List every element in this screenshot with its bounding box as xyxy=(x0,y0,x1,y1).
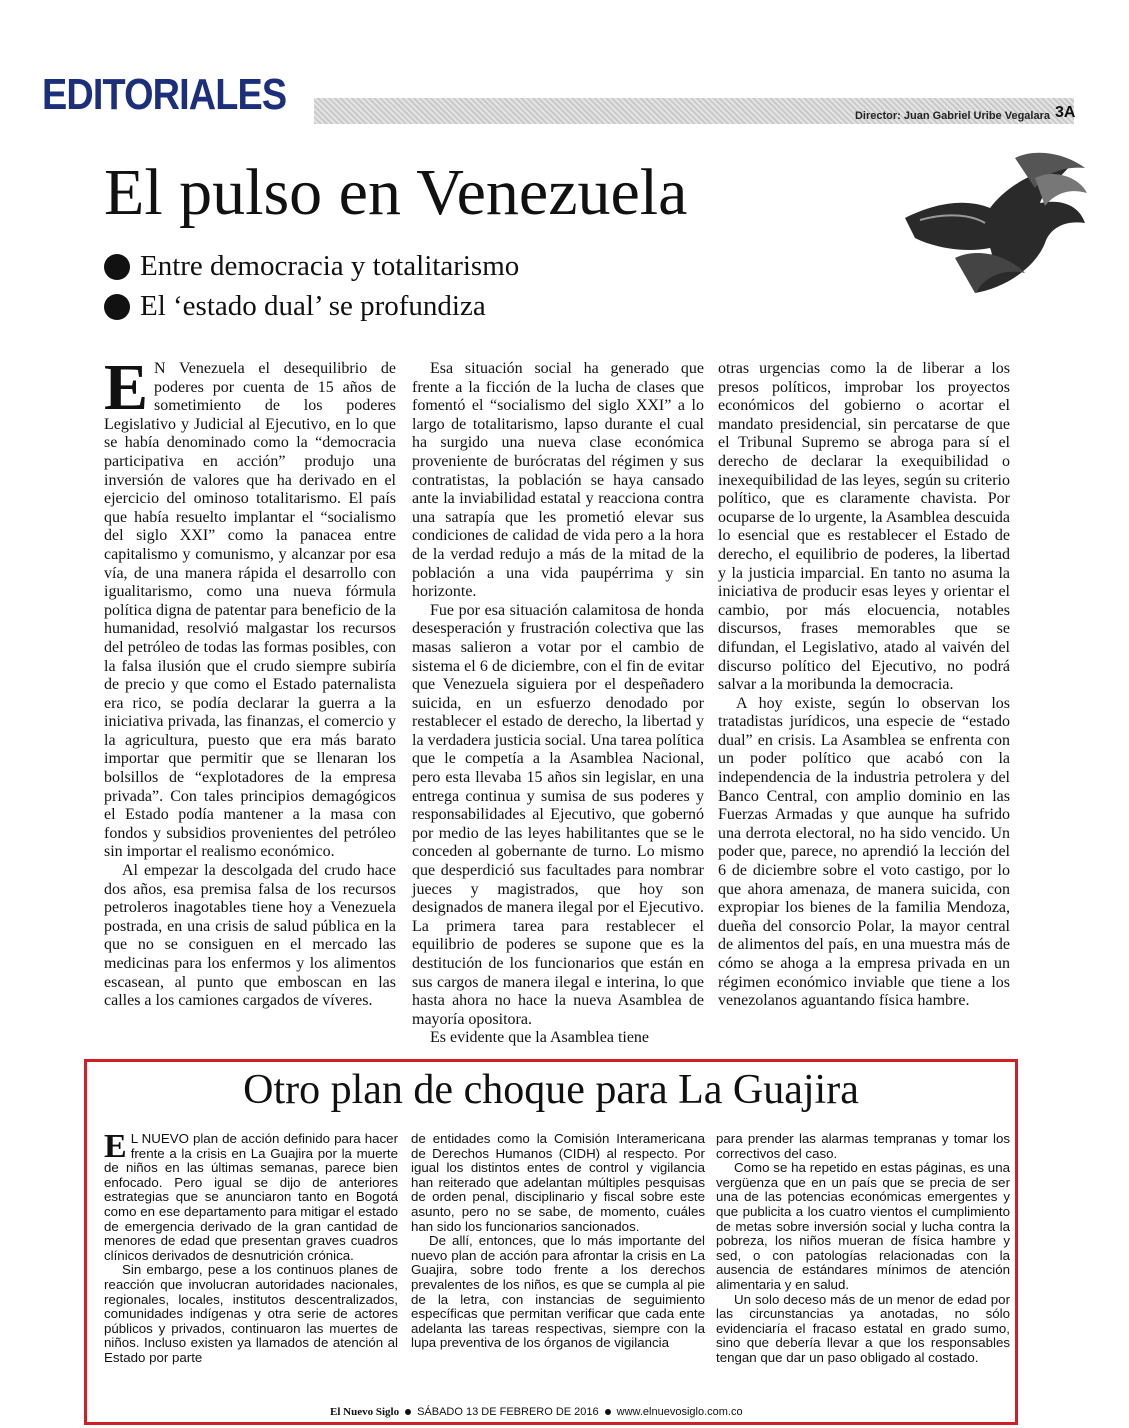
section-title: EDITORIALES xyxy=(42,70,287,119)
dropcap: E xyxy=(104,351,149,424)
footer-brand: El Nuevo Siglo xyxy=(330,1406,400,1418)
paragraph: otras urgencias como la de liberar a los presos políticos, improbar los proyectos económicos del gobierno o acortar el mandato presidencial, sin percatarse de que el Tribunal Supremo se abroga para sí el derecho de declarar la exequibilidad o inexequibilidad de las leyes, según su criterio político, que es claramente chavista. Por ocuparse de lo urgente, la Asamblea descuida lo esencial que es restablecer el Estado de derecho, el equilibrio de poderes, la libertad y la justicia imparcial. En tanto no asuma la iniciativa de producir esas leyes y orientar el cambio, por más elocuencia, notables discursos, frases memorables que se difundan, el Legislativo, atado al vaivén del discurso político del Ejecutivo, no podrá salvar a la moribunda la democracia. xyxy=(718,360,1010,694)
box-column-2 xyxy=(411,1132,705,1351)
paragraph: Al empezar la descolgada del crudo hace dos años, esa premisa falsa de los recursos petroleros inagotables tiene hoy a Venezuela postrada, en una crisis de salud pública en la que no se consiguen en el mercado las medicinas para los enfermos y los alimentos escasean, al punto que emboscan en las calles a los camiones cargados de víveres. xyxy=(104,862,396,1010)
paragraph: A hoy existe, según lo observan los tratadistas jurídicos, una especie de “estado dual” en crisis. La Asamblea se enfrenta con un poder político que acabó con la independencia de la industria petrolera y del Banco Central, con amplio dominio en las Fuerzas Armadas y que aunque ha sufrido una derrota electoral, no ha sido vencido. Un poder que, parece, no aprendió la lección del 6 de diciembre sobre el voto castigo, por lo que ahora amenaza, de manera suicida, con expropiar los bienes de la familia Mendoza, dueña del consorcio Polar, la mayor central de alimentos del país, en una muestra más de cómo se ahoga a la empresa privada en un régimen económico inviable que tiene a los venezolanos aguantando física hambre. xyxy=(718,694,1010,1010)
paragraph: Sin embargo, pese a los continuos planes de reacción que involucran autoridades nacionales, regionales, locales, institutos descentralizados, comunidades indígenas y otra serie de actores públicos y privados, continuaron las muertes de niños. Incluso existen ya llamados de atención al Estado por parte xyxy=(104,1262,398,1365)
article-column-1 xyxy=(104,351,396,1011)
paragraph: Fue por esa situación calamitosa de honda desesperación y frustración colectiva que las masas salieron a votar por el cambio de sistema el 6 de diciembre, con el fin de evitar que Venezuela siguiera por el despeñadero suicida, en un esfuerzo denodado por restablecer el estado de derecho, la libertad y la verdadera justicia social. Una tarea política que le competía a la Asamblea Nacional, pero esta llevaba 15 años sin legislar, en una entrega continua y sumisa de sus poderes y responsabilidades al Ejecutivo, que gobernó por medio de las leyes habilitantes que se le conceden al gobernante de turno. Lo mismo que desperdició sus facultades para nombrar jueces y magistrados, que hoy son designados de manera ilegal por el Ejecutivo. La primera tarea para restablecer el equilibrio de poderes se supone que es la destitución de los funcionarios que están en sus cargos de manera ilegal e interina, lo que hasta ahora no hace la nueva Asamblea de mayoría opositora. xyxy=(412,601,704,1028)
bullet-dot-icon xyxy=(405,1409,411,1415)
paragraph: para prender las alarmas tempranas y tomar los correctivos del caso. xyxy=(716,1131,1010,1161)
subhead-2 xyxy=(104,290,486,323)
paragraph: De allí, entonces, que lo más importante del nuevo plan de acción para afrontar la crisis en La Guajira, sobre todo frente a los derechos prevalentes de los niños, es que se cumpla al pie de la letra, con instancias de seguimiento específicas que permitan verificar que cada ente adelanta las tareas respectivas, siempre con la lupa preventiva de los órganos de vigilancia xyxy=(411,1233,705,1351)
director-line: Director: Juan Gabriel Uribe Vegalara xyxy=(854,110,1050,122)
headline: El pulso en Venezuela xyxy=(104,156,688,229)
dropcap: E xyxy=(104,1128,127,1165)
paragraph: Como se ha repetido en estas páginas, es una vergüenza que en un país que se precia de ser una de las potencias económicas emergentes y que publicita a los cuatro vientos el cumplimiento de metas sobre inversión social y lucha contra la pobreza, los niños mueran de física hambre y sed, o con patologías relacionadas con la ausencia de estándares mínimos de atención alimentaria y en salud. xyxy=(716,1160,1010,1292)
bullet-dot-icon xyxy=(104,254,130,280)
article-column-3 xyxy=(718,360,1010,1011)
box-headline: Otro plan de choque para La Guajira xyxy=(243,1067,859,1113)
article-column-2 xyxy=(412,360,704,1048)
paragraph: L NUEVO plan de acción definido para hacer frente a la crisis en La Guajira por la muerte de niños en las últimas semanas, parece bien enfocado. Pero igual se dijo de anteriores estrategias que se anunciaron tanto en Bogotá como en ese departamento para mitigar el estado de emergencia derivado de la gran cantidad de menores de edad que presentan graves cuadros clínicos derivados de desnutrición crónica. xyxy=(104,1131,398,1263)
paragraph: N Venezuela el desequilibrio de poderes por cuenta de 15 años de sometimiento de los poderes Legislativo y Judicial al Ejecutivo, en lo que se había denominado como la “democracia participativa en acción” produjo una inversión de valores que ha derivado en el ejercicio del ominoso totalitarismo. El país que había resuelto implantar el “socialismo del siglo XXI” como la panacea entre capitalismo y comunismo, y alcanzar por esa vía, de una manera rápida el desarrollo con igualitarismo, como una nueva fórmula política digna de patentar para beneficio de la humanidad, resolvió malgastar los recursos del petróleo de todas las formas posibles, con la falsa ilusión que el crudo siempre subiría de precio y que como el Estado paternalista era rico, se podía declarar la guerra a la iniciativa privada, las finanzas, el comercio y la agricultura, puesto que era más barato importar que permitir que se llenaran los bolsillos de “explotadores de la empresa privada”. Con tales principios demagógicos el Estado podía mantener a la masa con fondos y subsidios provenientes del petróleo sin importar el realismo económico. xyxy=(104,360,396,861)
subhead-1 xyxy=(104,250,519,283)
bullet-dot-icon xyxy=(104,294,130,320)
paragraph: Es evidente que la Asamblea tiene xyxy=(430,1029,650,1047)
box-column-3 xyxy=(716,1132,1010,1366)
bullet-dot-icon xyxy=(605,1409,611,1415)
box-column-1 xyxy=(104,1128,398,1366)
paragraph: Un solo deceso más de un menor de edad por las circunstancias ya anotadas, no sólo evidenciaría el fracaso estatal en grado sumo, sino que debería llevar a que los responsables tengan que dar un paso obligado al costado. xyxy=(716,1291,1010,1365)
subhead-text-2: El ‘estado dual’ se profundiza xyxy=(140,290,486,322)
footer xyxy=(330,1406,743,1418)
paragraph: Esa situación social ha generado que frente a la ficción de la lucha de clases que fomentó el “socialismo del siglo XXI” a lo largo de totalitarismo, lapso durante el cual ha surgido una nueva clase económica proveniente de burócratas del régimen y sus contratistas, la población se haya cansado ante la inviabilidad estatal y reacciona contra una satrapía que les prometió elevar sus condiciones de calidad de vida pero a la hora de la verdad redujo a más de la mitad de la población a una vida paupérrima y sin horizonte. xyxy=(412,360,704,601)
horse-illustration-icon xyxy=(895,148,1090,298)
subhead-text-1: Entre democracia y totalitarismo xyxy=(140,250,520,282)
footer-date: SÁBADO 13 DE FEBRERO DE 2016 xyxy=(417,1406,599,1418)
page-number: 3A xyxy=(1055,104,1076,121)
paragraph: de entidades como la Comisión Interamericana de Derechos Humanos (CIDH) al respecto. Por igual los distintos entes de control y vigilancia han reiterado que adelantan múltiples pesquisas de orden penal, disciplinario y fiscal sobre este asunto, pero no se sabe, de momento, cuáles han sido los funcionarios sancionados. xyxy=(411,1131,705,1234)
footer-url[interactable]: www.elnuevosiglo.com.co xyxy=(616,1406,743,1418)
